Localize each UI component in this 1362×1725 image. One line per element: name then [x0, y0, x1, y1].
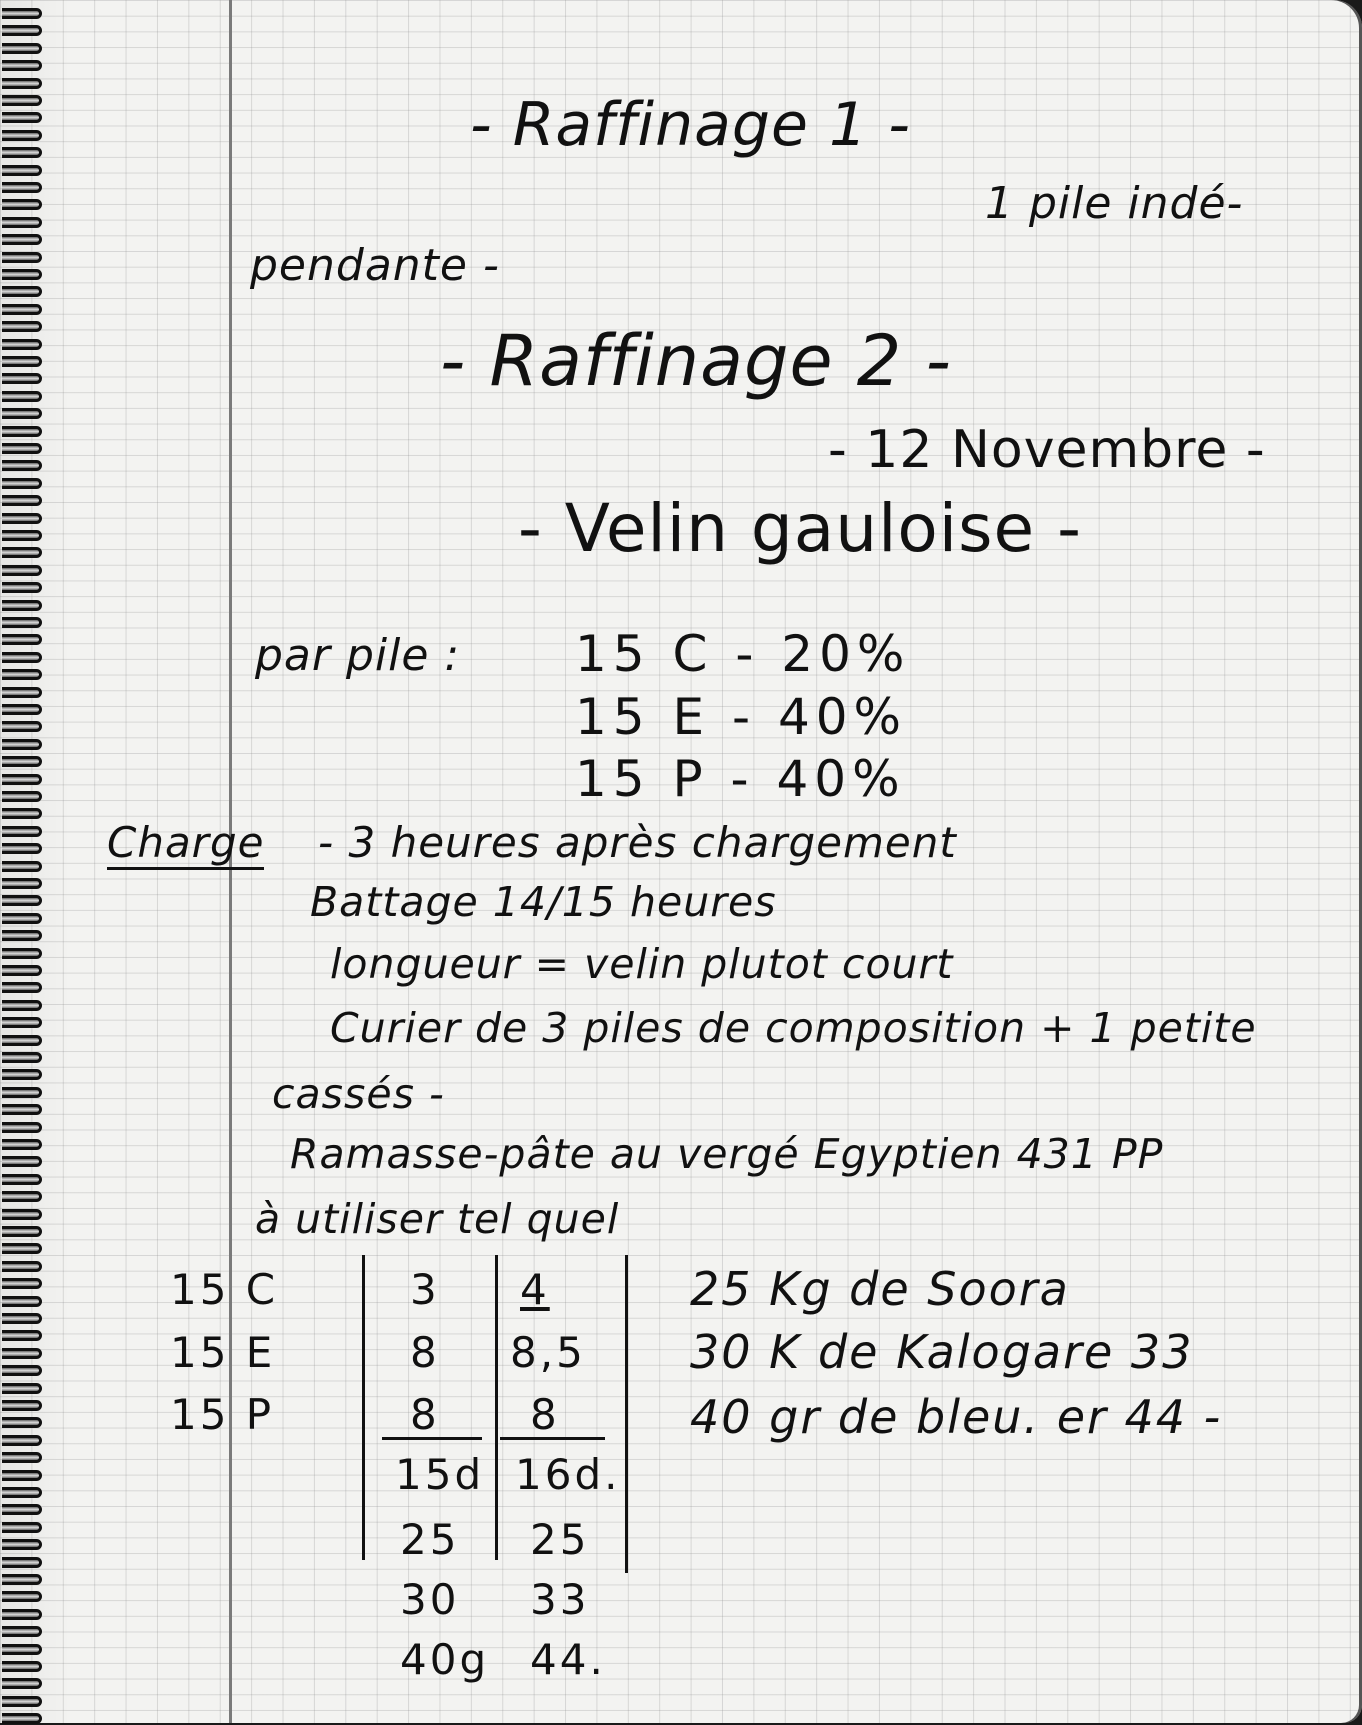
- spiral-coil: [2, 1296, 42, 1307]
- spiral-coil: [2, 478, 42, 489]
- spiral-coil: [2, 147, 42, 158]
- table-total: 15d: [395, 1450, 485, 1499]
- title-raffinage-1: - Raffinage 1 -: [470, 90, 911, 160]
- spiral-coil: [2, 861, 42, 872]
- spiral-coil: [2, 1678, 42, 1689]
- spiral-coil: [2, 217, 42, 228]
- spiral-coil: [2, 1087, 42, 1098]
- spiral-coil: [2, 1104, 42, 1115]
- spiral-coil: [2, 252, 42, 263]
- table-divider: [495, 1255, 498, 1560]
- spiral-coil: [2, 774, 42, 785]
- note-line: cassés -: [272, 1070, 445, 1118]
- spiral-coil: [2, 443, 42, 454]
- charge-label: Charge: [107, 818, 264, 870]
- spiral-coil: [2, 1313, 42, 1324]
- spiral-coil: [2, 165, 42, 176]
- spiral-coil: [2, 1261, 42, 1272]
- spiral-coil: [2, 8, 42, 19]
- spiral-coil: [2, 1435, 42, 1446]
- note-line: à utiliser tel quel: [255, 1195, 620, 1243]
- spiral-coil: [2, 1278, 42, 1289]
- spiral-coil: [2, 948, 42, 959]
- spiral-coil: [2, 1348, 42, 1359]
- table-row-label: 15 P: [170, 1390, 275, 1439]
- spiral-coil: [2, 182, 42, 193]
- spiral-coil: [2, 1470, 42, 1481]
- spiral-coil: [2, 843, 42, 854]
- spiral-coil: [2, 982, 42, 993]
- spiral-coil: [2, 1400, 42, 1411]
- spiral-coil: [2, 582, 42, 593]
- spiral-coil: [2, 1504, 42, 1515]
- spiral-coil: [2, 1522, 42, 1533]
- spiral-coil: [2, 1243, 42, 1254]
- spiral-coil: [2, 1417, 42, 1428]
- ingredient-line: 30 K de Kalogare 33: [690, 1325, 1194, 1379]
- spiral-coil: [2, 95, 42, 106]
- spiral-coil: [2, 43, 42, 54]
- table-cell: 8: [410, 1390, 440, 1439]
- spiral-coil: [2, 1383, 42, 1394]
- spiral-coil: [2, 826, 42, 837]
- spiral-coil: [2, 530, 42, 541]
- spiral-coil: [2, 617, 42, 628]
- spiral-coil: [2, 408, 42, 419]
- note-line: Battage 14/15 heures: [310, 878, 777, 926]
- spiral-coil: [2, 808, 42, 819]
- spiral-coil: [2, 704, 42, 715]
- spiral-coil: [2, 1209, 42, 1220]
- table-cell: 8: [530, 1390, 560, 1439]
- spiral-coil: [2, 495, 42, 506]
- spiral-coil: [2, 130, 42, 141]
- spiral-coil: [2, 1644, 42, 1655]
- spiral-coil: [2, 286, 42, 297]
- spiral-coil: [2, 1452, 42, 1463]
- spiral-coil: [2, 1574, 42, 1585]
- table-cell: 8,5: [510, 1328, 586, 1377]
- title-raffinage-2: - Raffinage 2 -: [440, 320, 952, 402]
- table-divider: [362, 1255, 365, 1560]
- table-cell: 33: [530, 1575, 590, 1624]
- ingredient-line: 25 Kg de Soora: [690, 1262, 1070, 1316]
- spiral-coil: [2, 739, 42, 750]
- table-row-label: 15 E: [170, 1328, 276, 1377]
- date-heading: - 12 Novembre -: [828, 420, 1266, 480]
- spiral-coil: [2, 78, 42, 89]
- spiral-coil: [2, 1174, 42, 1185]
- spiral-coil: [2, 756, 42, 767]
- spiral-coil: [2, 930, 42, 941]
- table-cell: 4: [520, 1265, 550, 1314]
- table-row-label: 15 C: [170, 1265, 279, 1314]
- spiral-coil: [2, 513, 42, 524]
- spiral-coil: [2, 269, 42, 280]
- table-cell: 3: [410, 1265, 440, 1314]
- spiral-coil: [2, 304, 42, 315]
- table-cell: 40g: [400, 1635, 490, 1684]
- spiral-coil: [2, 460, 42, 471]
- spiral-coil: [2, 1017, 42, 1028]
- recipe-label: par pile :: [255, 630, 461, 681]
- spiral-coil: [2, 565, 42, 576]
- spiral-coil: [2, 1661, 42, 1672]
- spiral-coil: [2, 1365, 42, 1376]
- spiral-coil: [2, 791, 42, 802]
- spiral-coil: [2, 1035, 42, 1046]
- charge-text: - 3 heures après chargement: [318, 818, 957, 867]
- table-cell: 44.: [530, 1635, 606, 1684]
- calc-table: [160, 1255, 660, 1725]
- spiral-coil: [2, 1191, 42, 1202]
- table-cell: 25: [530, 1515, 590, 1564]
- spiral-coil: [2, 1000, 42, 1011]
- spiral-coil: [2, 687, 42, 698]
- spiral-coil: [2, 1156, 42, 1167]
- table-cell: 8: [410, 1328, 440, 1377]
- note-line: Curier de 3 piles de composition + 1 petite: [330, 1004, 1257, 1052]
- spiral-coil: [2, 321, 42, 332]
- spiral-coil: [2, 426, 42, 437]
- spiral-coil: [2, 634, 42, 645]
- paper-type-heading: - Velin gauloise -: [518, 490, 1082, 567]
- spiral-coil: [2, 25, 42, 36]
- table-cell: 25: [400, 1515, 460, 1564]
- table-total: 16d.: [515, 1450, 621, 1499]
- spiral-coil: [2, 391, 42, 402]
- pile-note-line-2: pendante -: [250, 240, 500, 291]
- spiral-coil: [2, 1696, 42, 1707]
- note-line: longueur = velin plutot court: [330, 940, 954, 988]
- spiral-coil: [2, 356, 42, 367]
- spiral-coil: [2, 965, 42, 976]
- spiral-coil: [2, 1539, 42, 1550]
- recipe-row: 15 C - 20%: [575, 625, 911, 683]
- table-divider: [625, 1255, 628, 1573]
- recipe-row: 15 P - 40%: [575, 750, 906, 808]
- spiral-coil: [2, 721, 42, 732]
- ingredient-line: 40 gr de bleu. er 44 -: [690, 1390, 1223, 1444]
- spiral-coil: [2, 547, 42, 558]
- spiral-coil: [2, 1052, 42, 1063]
- spiral-coil: [2, 1226, 42, 1237]
- spiral-coil: [2, 1609, 42, 1620]
- spiral-coil: [2, 600, 42, 611]
- pile-note-line-1: 1 pile indé-: [985, 178, 1244, 229]
- spiral-coil: [2, 1330, 42, 1341]
- spiral-coil: [2, 913, 42, 924]
- spiral-coil: [2, 234, 42, 245]
- spiral-coil: [2, 1626, 42, 1637]
- spiral-coil: [2, 669, 42, 680]
- table-cell: 30: [400, 1575, 460, 1624]
- spiral-coil: [2, 112, 42, 123]
- spiral-coil: [2, 652, 42, 663]
- spiral-coil: [2, 1122, 42, 1133]
- spiral-coil: [2, 373, 42, 384]
- spiral-binding: [0, 0, 50, 1723]
- spiral-coil: [2, 199, 42, 210]
- spiral-coil: [2, 60, 42, 71]
- recipe-row: 15 E - 40%: [575, 688, 908, 746]
- spiral-coil: [2, 1139, 42, 1150]
- spiral-coil: [2, 339, 42, 350]
- spiral-coil: [2, 1557, 42, 1568]
- spiral-coil: [2, 878, 42, 889]
- spiral-coil: [2, 1591, 42, 1602]
- spiral-coil: [2, 895, 42, 906]
- spiral-coil: [2, 1069, 42, 1080]
- note-line: Ramasse-pâte au vergé Egyptien 431 PP: [290, 1130, 1164, 1178]
- spiral-coil: [2, 1487, 42, 1498]
